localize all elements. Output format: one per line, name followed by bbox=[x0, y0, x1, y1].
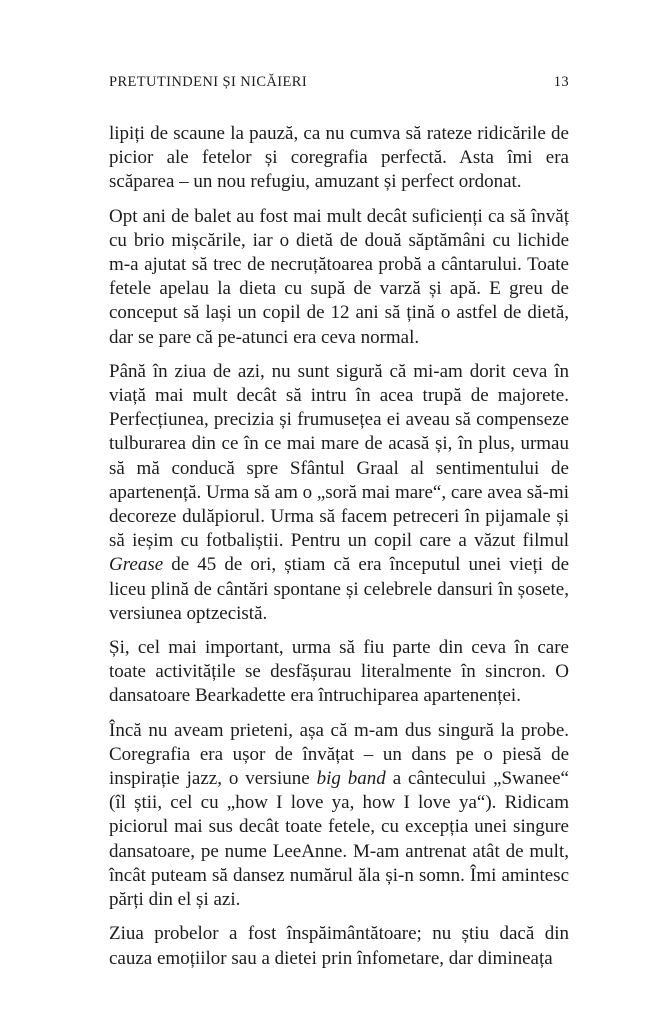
text-run: Până în ziua de azi, nu sunt sigură că mi-am dorit ceva în viață mai mult decât să intru în acea trupă de majorete. Perfecțiunea, precizia și frumusețea ei aveau să compenseze tulburarea din ce în ce mai mare de acasă și, în plus, urmau să mă conducă spre Sfântul Graal al sentimentului de apartenență. Urma să am o „soră mai mare“, care avea să-mi decoreze dulăpiorul. Urma să facem petreceri în pijamale și să ieșim cu fotbaliștii. Pentru un copil care a văzut filmul bbox=[109, 360, 569, 552]
paragraph bbox=[109, 719, 569, 913]
running-head bbox=[109, 74, 569, 94]
paragraph bbox=[109, 360, 569, 626]
paragraph bbox=[109, 122, 569, 195]
text-run: Opt ani de balet au fost mai mult decât suficienți ca să învăț cu brio mișcările, iar o dietă de două săptămâni cu lichide m-a ajutat să trec de necruțătoarea probă a cântarului. Toate fetele apelau la dieta cu supă de varză și apă. E greu de conceput să lași un copil de 12 ani să țină o astfel de dietă, dar se pare că pe-atunci era ceva normal. bbox=[109, 205, 569, 348]
paragraph bbox=[109, 636, 569, 709]
paragraph bbox=[109, 922, 569, 970]
text-run: Încă nu aveam prieteni, așa că m-am dus singură la probe. Coregrafia era ușor de învățat – un dans pe o piesă de inspirație jazz, o versiune bbox=[109, 719, 569, 790]
text-run: lipiți de scaune la pauză, ca nu cumva să rateze ridicările de picior ale fetelor și coregrafia perfectă. Asta îmi era scăparea – un nou refugiu, amuzant și perfect ordonat. bbox=[109, 123, 569, 193]
text-run: de 45 de ori, știam că era începutul unei vieți de liceu plină de cântări spontane și celebrele dansuri în șosete, versiunea optzecistă. bbox=[109, 554, 569, 624]
film-title-italic: Grease bbox=[109, 554, 164, 576]
text-run: Ziua probelor a fost înspăimântătoare; nu știu dacă din cauza emoțiilor sau a dietei prin înfometare, dar dimineața bbox=[109, 923, 569, 969]
body-text bbox=[109, 122, 569, 981]
page-number: 13 bbox=[553, 74, 569, 90]
chapter-title: PRETUTINDENI ȘI NICĂIERI bbox=[109, 74, 308, 90]
text-run: a cântecului „Swanee“ (îl știi, cel cu „how I love ya, how I love ya“). Ridicam piciorul mai sus decât toate fetele, cu excepția unei singure dansatoare, pe nume LeeAnne. M-am antrenat atât de mult, încât puteam să dansez numărul ăla și-n somn. Îmi amintesc părți din el și azi. bbox=[109, 768, 569, 911]
text-run: Și, cel mai important, urma să fiu parte din ceva în care toate activitățile se desfășurau literalmente în sincron. O dansatoare Bearkadette era întruchiparea apartenenței. bbox=[109, 637, 569, 707]
paragraph bbox=[109, 205, 569, 350]
big-band-italic: big band bbox=[316, 768, 386, 790]
